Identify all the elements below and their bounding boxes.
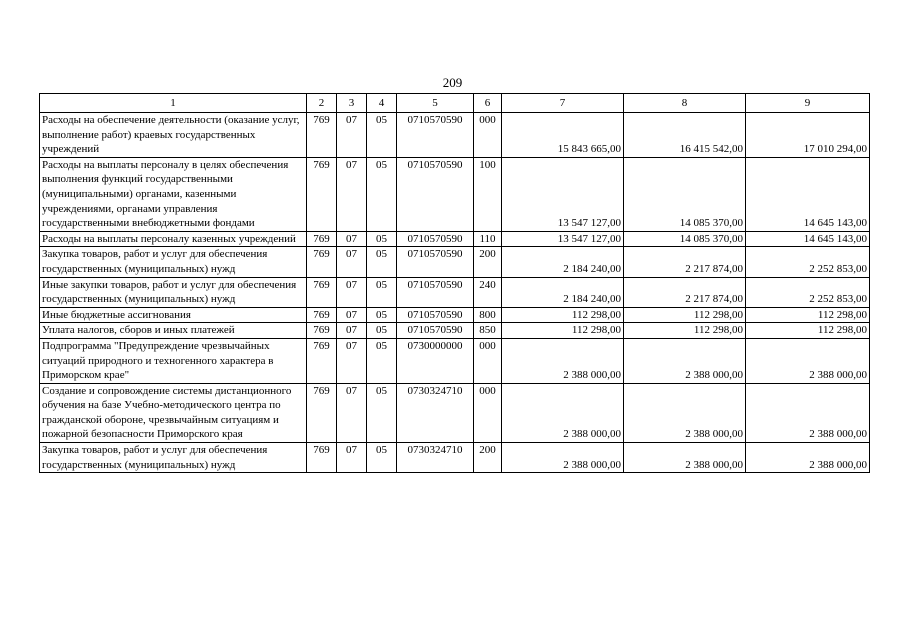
- grbs-code-cell: 769: [307, 277, 337, 307]
- amount-year2-cell: 112 298,00: [624, 307, 746, 323]
- section-code-cell: 07: [337, 231, 367, 247]
- expense-type-code-cell: 800: [474, 307, 502, 323]
- table-row: [40, 443, 870, 473]
- grbs-code-cell: 769: [307, 231, 337, 247]
- grbs-code-cell: 769: [307, 247, 337, 277]
- target-article-code-cell: 0710570590: [397, 277, 474, 307]
- grbs-code-cell: 769: [307, 323, 337, 339]
- column-header: 4: [367, 94, 397, 113]
- amount-year1-cell: 15 843 665,00: [502, 113, 624, 158]
- expense-type-code-cell: 200: [474, 247, 502, 277]
- table-row: [40, 231, 870, 247]
- subsection-code-cell: 05: [367, 231, 397, 247]
- target-article-code-cell: 0710570590: [397, 231, 474, 247]
- amount-year3-cell: 2 388 000,00: [746, 383, 870, 442]
- expense-type-code-cell: 100: [474, 157, 502, 231]
- table-row: [40, 157, 870, 231]
- target-article-code-cell: 0710570590: [397, 307, 474, 323]
- section-code-cell: 07: [337, 157, 367, 231]
- amount-year3-cell: 2 388 000,00: [746, 443, 870, 473]
- expense-type-code-cell: 850: [474, 323, 502, 339]
- section-code-cell: 07: [337, 113, 367, 158]
- amount-year3-cell: 112 298,00: [746, 307, 870, 323]
- subsection-code-cell: 05: [367, 338, 397, 383]
- row-name-cell: Расходы на выплаты персоналу казенных учреждений: [40, 231, 307, 247]
- table-row: [40, 277, 870, 307]
- expense-type-code-cell: 000: [474, 113, 502, 158]
- row-name-cell: Подпрограмма "Предупреждение чрезвычайных ситуаций природного и техногенного характера в Приморском крае": [40, 338, 307, 383]
- expense-type-code-cell: 110: [474, 231, 502, 247]
- amount-year2-cell: 2 388 000,00: [624, 338, 746, 383]
- column-header: 1: [40, 94, 307, 113]
- amount-year1-cell: 2 388 000,00: [502, 338, 624, 383]
- row-name-cell: Расходы на выплаты персоналу в целях обеспечения выполнения функций государственными (муниципальными) органами, казенными учреждениями, органами управления государственными внебюджетными фондами: [40, 157, 307, 231]
- target-article-code-cell: 0730324710: [397, 383, 474, 442]
- budget-table: [39, 93, 870, 473]
- row-name-cell: Создание и сопровождение системы дистанционного обучения на базе Учебно-методического центра по гражданской обороне, чрезвычайным ситуациям и пожарной безопасности Приморского края: [40, 383, 307, 442]
- table-row: [40, 383, 870, 442]
- column-header: 6: [474, 94, 502, 113]
- amount-year1-cell: 112 298,00: [502, 307, 624, 323]
- expense-type-code-cell: 000: [474, 383, 502, 442]
- row-name-cell: Закупка товаров, работ и услуг для обеспечения государственных (муниципальных) нужд: [40, 247, 307, 277]
- amount-year3-cell: 2 252 853,00: [746, 247, 870, 277]
- table-row: [40, 323, 870, 339]
- column-header: 3: [337, 94, 367, 113]
- table-body: [40, 94, 870, 473]
- section-code-cell: 07: [337, 383, 367, 442]
- amount-year1-cell: 2 184 240,00: [502, 277, 624, 307]
- subsection-code-cell: 05: [367, 113, 397, 158]
- amount-year1-cell: 112 298,00: [502, 323, 624, 339]
- amount-year3-cell: 2 388 000,00: [746, 338, 870, 383]
- amount-year2-cell: 2 388 000,00: [624, 443, 746, 473]
- grbs-code-cell: 769: [307, 157, 337, 231]
- row-name-cell: Иные закупки товаров, работ и услуг для обеспечения государственных (муниципальных) нужд: [40, 277, 307, 307]
- amount-year1-cell: 2 388 000,00: [502, 443, 624, 473]
- amount-year1-cell: 2 388 000,00: [502, 383, 624, 442]
- amount-year2-cell: 2 217 874,00: [624, 277, 746, 307]
- column-header: 7: [502, 94, 624, 113]
- subsection-code-cell: 05: [367, 443, 397, 473]
- amount-year2-cell: 14 085 370,00: [624, 157, 746, 231]
- amount-year1-cell: 13 547 127,00: [502, 157, 624, 231]
- amount-year2-cell: 112 298,00: [624, 323, 746, 339]
- amount-year1-cell: 13 547 127,00: [502, 231, 624, 247]
- subsection-code-cell: 05: [367, 323, 397, 339]
- subsection-code-cell: 05: [367, 247, 397, 277]
- subsection-code-cell: 05: [367, 307, 397, 323]
- amount-year2-cell: 16 415 542,00: [624, 113, 746, 158]
- section-code-cell: 07: [337, 247, 367, 277]
- target-article-code-cell: 0710570590: [397, 157, 474, 231]
- target-article-code-cell: 0710570590: [397, 247, 474, 277]
- table-row: [40, 307, 870, 323]
- grbs-code-cell: 769: [307, 338, 337, 383]
- section-code-cell: 07: [337, 338, 367, 383]
- table-row: [40, 113, 870, 158]
- amount-year2-cell: 2 388 000,00: [624, 383, 746, 442]
- subsection-code-cell: 05: [367, 157, 397, 231]
- subsection-code-cell: 05: [367, 383, 397, 442]
- column-header: 8: [624, 94, 746, 113]
- target-article-code-cell: 0730324710: [397, 443, 474, 473]
- expense-type-code-cell: 000: [474, 338, 502, 383]
- grbs-code-cell: 769: [307, 307, 337, 323]
- target-article-code-cell: 0710570590: [397, 323, 474, 339]
- amount-year2-cell: 14 085 370,00: [624, 231, 746, 247]
- expense-type-code-cell: 240: [474, 277, 502, 307]
- table-header-row: [40, 94, 870, 113]
- section-code-cell: 07: [337, 443, 367, 473]
- page-number: 209: [442, 75, 463, 90]
- column-header: 5: [397, 94, 474, 113]
- table-row: [40, 338, 870, 383]
- column-header: 9: [746, 94, 870, 113]
- amount-year1-cell: 2 184 240,00: [502, 247, 624, 277]
- amount-year3-cell: 14 645 143,00: [746, 157, 870, 231]
- amount-year3-cell: 2 252 853,00: [746, 277, 870, 307]
- amount-year3-cell: 112 298,00: [746, 323, 870, 339]
- section-code-cell: 07: [337, 323, 367, 339]
- row-name-cell: Уплата налогов, сборов и иных платежей: [40, 323, 307, 339]
- subsection-code-cell: 05: [367, 277, 397, 307]
- row-name-cell: Расходы на обеспечение деятельности (оказание услуг, выполнение работ) краевых государственных учреждений: [40, 113, 307, 158]
- target-article-code-cell: 0730000000: [397, 338, 474, 383]
- section-code-cell: 07: [337, 277, 367, 307]
- column-header: 2: [307, 94, 337, 113]
- amount-year2-cell: 2 217 874,00: [624, 247, 746, 277]
- amount-year3-cell: 14 645 143,00: [746, 231, 870, 247]
- grbs-code-cell: 769: [307, 113, 337, 158]
- target-article-code-cell: 0710570590: [397, 113, 474, 158]
- amount-year3-cell: 17 010 294,00: [746, 113, 870, 158]
- section-code-cell: 07: [337, 307, 367, 323]
- grbs-code-cell: 769: [307, 443, 337, 473]
- grbs-code-cell: 769: [307, 383, 337, 442]
- row-name-cell: Закупка товаров, работ и услуг для обеспечения государственных (муниципальных) нужд: [40, 443, 307, 473]
- table-row: [40, 247, 870, 277]
- expense-type-code-cell: 200: [474, 443, 502, 473]
- row-name-cell: Иные бюджетные ассигнования: [40, 307, 307, 323]
